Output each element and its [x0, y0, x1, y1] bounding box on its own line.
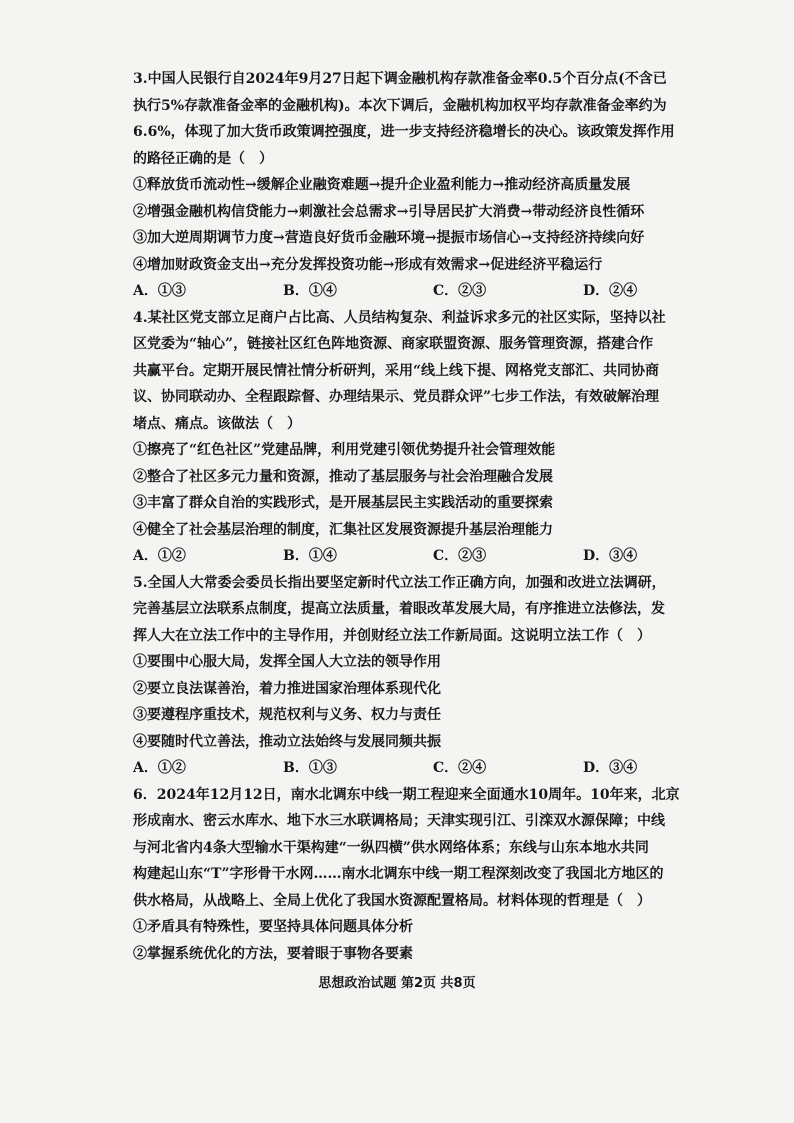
question-3 — [133, 66, 723, 305]
question-stem-line: 构建起山东“T”字形骨干水网……南水北调东中线一期工程深刻改变了我国北方地区的 — [133, 866, 664, 882]
question-stem-line: 完善基层立法联系点制度，提高立法质量，着眼改革发展大局，有序推进立法修法，发 — [133, 601, 665, 617]
question-stem-line: 的路径正确的是（ ） — [133, 150, 273, 167]
option-c: C．②④ — [433, 760, 487, 776]
answer-options — [133, 755, 723, 782]
page-footer: 思想政治试题 第2页 共8页 — [318, 976, 476, 991]
question-stem-line: 3.中国人民银行自2024年9月27日起下调金融机构存款准备金率0.5个百分点(不含已 — [133, 71, 667, 87]
statement-item: ①释放货币流动性→缓解企业融资难题→提升企业盈利能力→推动经济高质量发展 — [133, 177, 631, 193]
statement-item: ④增加财政资金支出→充分发挥投资功能→形成有效需求→促进经济平稳运行 — [133, 256, 603, 273]
question-stem-line: 堵点、痛点。该做法（ ） — [133, 415, 301, 432]
question-stem-line: 4.某社区党支部立足商户占比高、人员结构复杂、利益诉求多元的社区实际，坚持以社 — [133, 309, 666, 326]
statement-item: ①擦亮了“红色社区”党建品牌，利用党建引领优势提升社会管理效能 — [133, 442, 556, 458]
statement-item: ②整合了社区多元力量和资源，推动了基层服务与社会治理融合发展 — [133, 468, 553, 485]
statement-item: ③丰富了群众自治的实践形式，是开展基层民主实践活动的重要探索 — [133, 495, 553, 511]
option-d: D．③④ — [583, 548, 638, 564]
option-c: C．②③ — [433, 283, 487, 299]
answer-options — [133, 543, 723, 570]
question-stem-line: 区党委为“轴心”，链接社区红色阵地资源、商家联盟资源、服务管理资源，搭建合作 — [133, 336, 654, 352]
statement-item: ④要随时代立善法，推动立法始终与发展同频共振 — [133, 733, 441, 750]
question-stem-line: 6．2024年12月12日，南水北调东中线一期工程迎来全面通水10周年。10年来，北京 — [133, 786, 680, 803]
question-5 — [133, 570, 723, 782]
option-c: C．②③ — [433, 548, 487, 564]
question-stem-line: 5.全国人大常委会委员长指出要坚定新时代立法工作正确方向，加强和改进立法调研， — [133, 574, 666, 591]
option-b: B．①④ — [283, 283, 337, 299]
statement-item: ①矛盾具有特殊性，要坚持具体问题具体分析 — [133, 919, 413, 935]
statement-item: ③加大逆周期调节力度→营造良好货币金融环境→提振市场信心→支持经济持续向好 — [133, 230, 645, 246]
answer-options — [133, 278, 723, 305]
statement-item: ③要遵程序重技术，规范权利与义务、权力与责任 — [133, 707, 441, 723]
statement-item: ①要围中心服大局，发挥全国人大立法的领导作用 — [133, 654, 441, 670]
statement-item: ④健全了社会基层治理的制度，汇集社区发展资源提升基层治理能力 — [133, 521, 553, 538]
question-stem-line: 供水格局，从战略上、全局上优化了我国水资源配置格局。材料体现的哲理是（ ） — [133, 892, 651, 909]
question-content — [133, 66, 723, 967]
question-stem-line: 形成南水、密云水库水、地下水三水联调格局；天津实现引江、引滦双水源保障；中线 — [133, 813, 665, 829]
question-6 — [133, 782, 723, 968]
question-4 — [133, 305, 723, 570]
question-stem-line: 执行5%存款准备金率的金融机构)。本次下调后，金融机构加权平均存款准备金率约为 — [133, 97, 667, 114]
statement-item: ②增强金融机构信贷能力→刺激社会总需求→引导居民扩大消费→带动经济良性循环 — [133, 203, 645, 220]
option-d: D．③④ — [583, 760, 638, 776]
option-d: D．②④ — [583, 283, 638, 299]
question-stem-line: 议、协同联动办、全程跟踪督、办理结果示、党员群众评”七步工作法，有效破解治理 — [133, 389, 660, 405]
statement-item: ②掌握系统优化的方法，要着眼于事物各要素 — [133, 945, 413, 962]
question-stem-line: 挥人大在立法工作中的主导作用，并创财经立法工作新局面。这说明立法工作（ ） — [133, 627, 651, 644]
question-stem-line: 与河北省内4条大型输水干渠构建“一纵四横”供水网络体系；东线与山东本地水共同 — [133, 839, 649, 856]
option-b: B．①④ — [283, 548, 337, 564]
question-stem-line: 共赢平台。定期开展民情社情分析研判，采用“线上线下提、网格党支部汇、共同协商 — [133, 362, 660, 379]
question-stem-line: 6.6%，体现了加大货币政策调控强度，进一步支持经济稳增长的决心。该政策发挥作用 — [133, 124, 675, 140]
statement-item: ②要立良法谋善治，着力推进国家治理体系现代化 — [133, 680, 441, 697]
option-a: A．①② — [133, 760, 186, 776]
option-a: A．①② — [133, 548, 186, 564]
option-b: B．①③ — [283, 760, 337, 776]
option-a: A．①③ — [133, 283, 186, 299]
